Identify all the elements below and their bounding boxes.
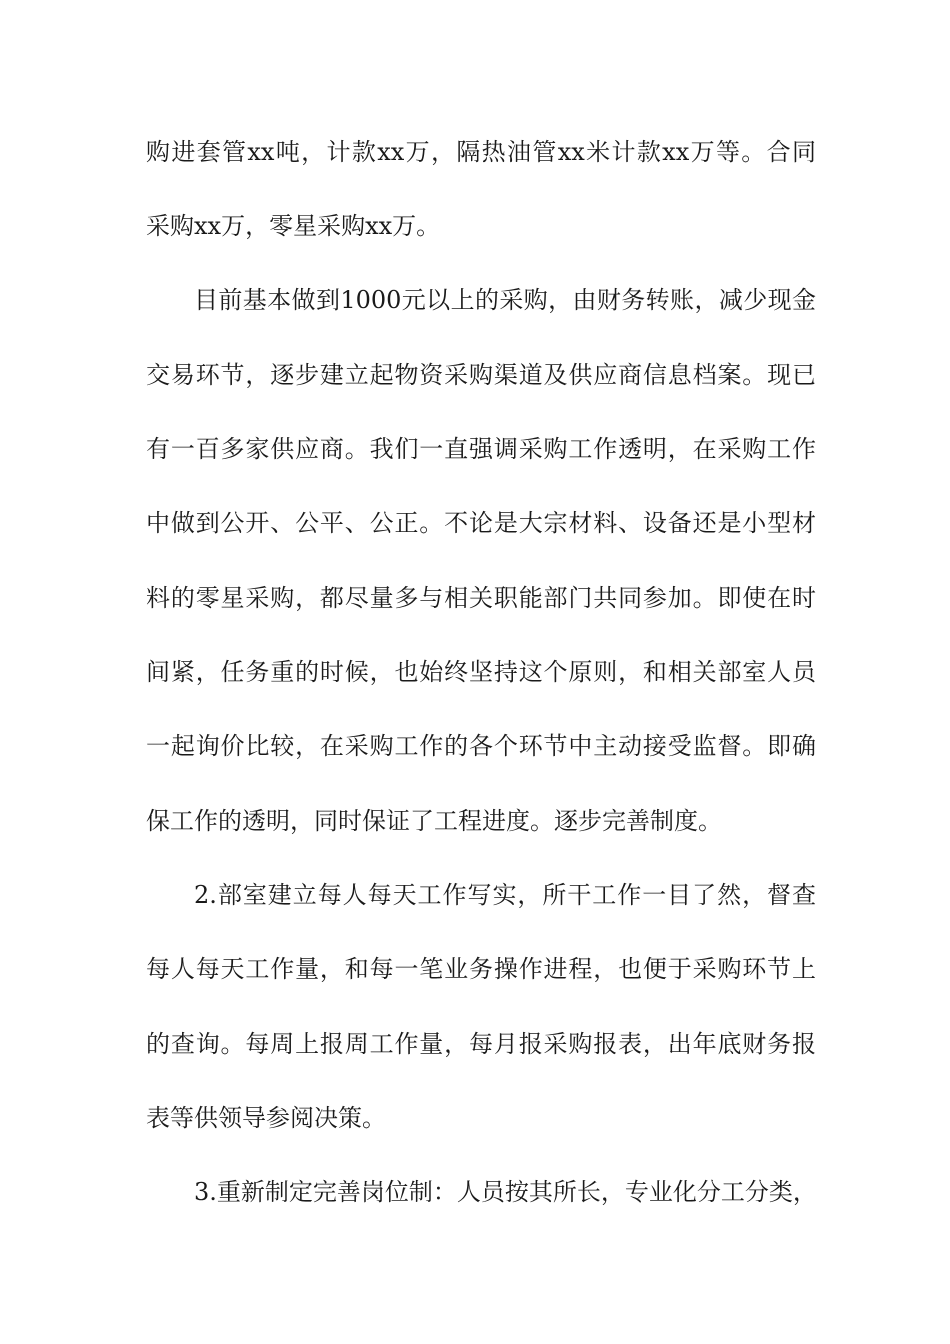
text-line: 采购xx万，零星采购xx万。 xyxy=(146,212,441,240)
text-line: 保工作的透明，同时保证了工程进度。逐步完善制度。 xyxy=(146,807,722,835)
text-line: 购进套管xx吨，计款xx万，隔热油管xx米计款xx万等。合同 xyxy=(146,138,816,166)
paragraph-first-line: 目前基本做到1000元以上的采购，由财务转账，减少现金 xyxy=(194,286,816,314)
text-line: 一起询价比较，在采购工作的各个环节中主动接受监督。即确 xyxy=(146,732,816,760)
text-line: 每人每天工作量，和每一笔业务操作进程，也便于采购环节上 xyxy=(146,955,816,983)
text-line: 间紧，任务重的时候，也始终坚持这个原则，和相关部室人员 xyxy=(146,658,816,686)
text-line: 料的零星采购，都尽量多与相关职能部门共同参加。即使在时 xyxy=(146,584,816,612)
text-line: 中做到公开、公平、公正。不论是大宗材料、设备还是小型材 xyxy=(146,509,816,537)
paragraph-first-line: 3.重新制定完善岗位制：人员按其所长，专业化分工分类， xyxy=(194,1178,817,1206)
text-line: 的查询。每周上报周工作量，每月报采购报表，出年底财务报 xyxy=(146,1030,816,1058)
paragraph-first-line: 2.部室建立每人每天工作写实，所干工作一目了然，督查 xyxy=(194,881,816,909)
text-line: 表等供领导参阅决策。 xyxy=(146,1104,386,1132)
text-line: 有一百多家供应商。我们一直强调采购工作透明，在采购工作 xyxy=(146,435,816,463)
text-line: 交易环节，逐步建立起物资采购渠道及供应商信息档案。现已 xyxy=(146,361,816,389)
